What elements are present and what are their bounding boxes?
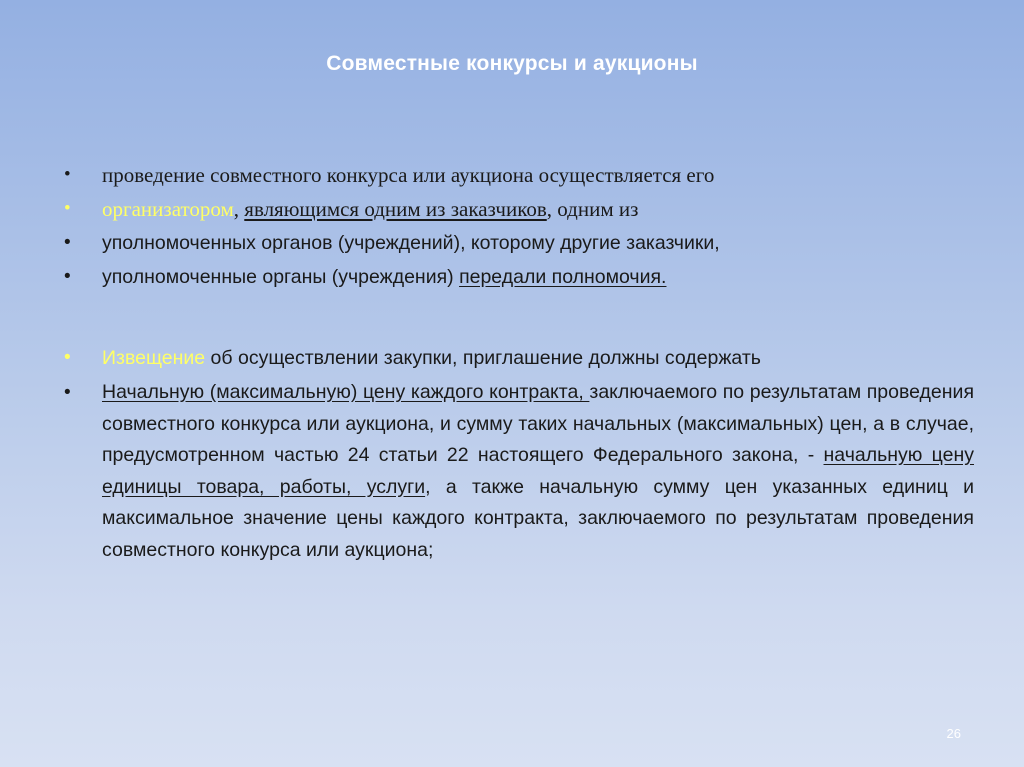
text-fragment: , а также начальную сумму цен указанных единиц и максимальное значение цены каждого контракта, заключаемого по результатам проведения совместного конкурса или аукциона; [102, 475, 974, 561]
text-fragment: заключаемого по результатам проведения совместного конкурса или аукциона, и сумму таких начальных (максимальных) цен, а в случае, предусмотренном частью 24 статьи 22 настоящего Федерального закона, - [102, 381, 974, 466]
bullet-dot: • [64, 232, 71, 253]
underlined-text: Начальную (максимальную) цену каждого контракта, [102, 381, 590, 403]
bullet-item [64, 377, 974, 566]
bullet-text: уполномоченных органов (учреждений), которому другие заказчики, [102, 232, 720, 254]
underlined-text: начальную цену единицы товара, работы, услуги [102, 444, 974, 498]
text-fragment: , [233, 197, 245, 221]
bullet-dot: • [64, 198, 71, 219]
highlight-term: Извещение [102, 347, 206, 369]
underlined-text: являющимся одним из заказчиков [244, 197, 547, 221]
bullet-dot: • [64, 347, 71, 368]
bullet-item [64, 158, 974, 192]
text-fragment: об осуществлении закупки, приглашение должны содержать [205, 347, 761, 369]
bullet-item [64, 226, 974, 260]
page-number: 26 [946, 726, 961, 741]
underlined-text: передали полномочия. [459, 266, 667, 288]
bullet-list-1 [64, 158, 974, 294]
bullet-list-2 [64, 341, 974, 566]
text-fragment: , одним из [546, 197, 639, 221]
bullet-dot: • [64, 266, 71, 287]
bullet-item [64, 192, 974, 226]
bullet-text: проведение совместного конкурса или аукциона осуществляется его [102, 163, 715, 187]
highlight-term: организатором [102, 197, 234, 221]
bullet-dot: • [64, 382, 71, 403]
bullet-dot: • [64, 164, 71, 185]
bullet-item [64, 341, 974, 375]
bullet-item [64, 260, 974, 294]
text-fragment: уполномоченные органы (учреждения) [102, 266, 460, 288]
slide-title: Совместные конкурсы и аукционы [326, 52, 698, 75]
